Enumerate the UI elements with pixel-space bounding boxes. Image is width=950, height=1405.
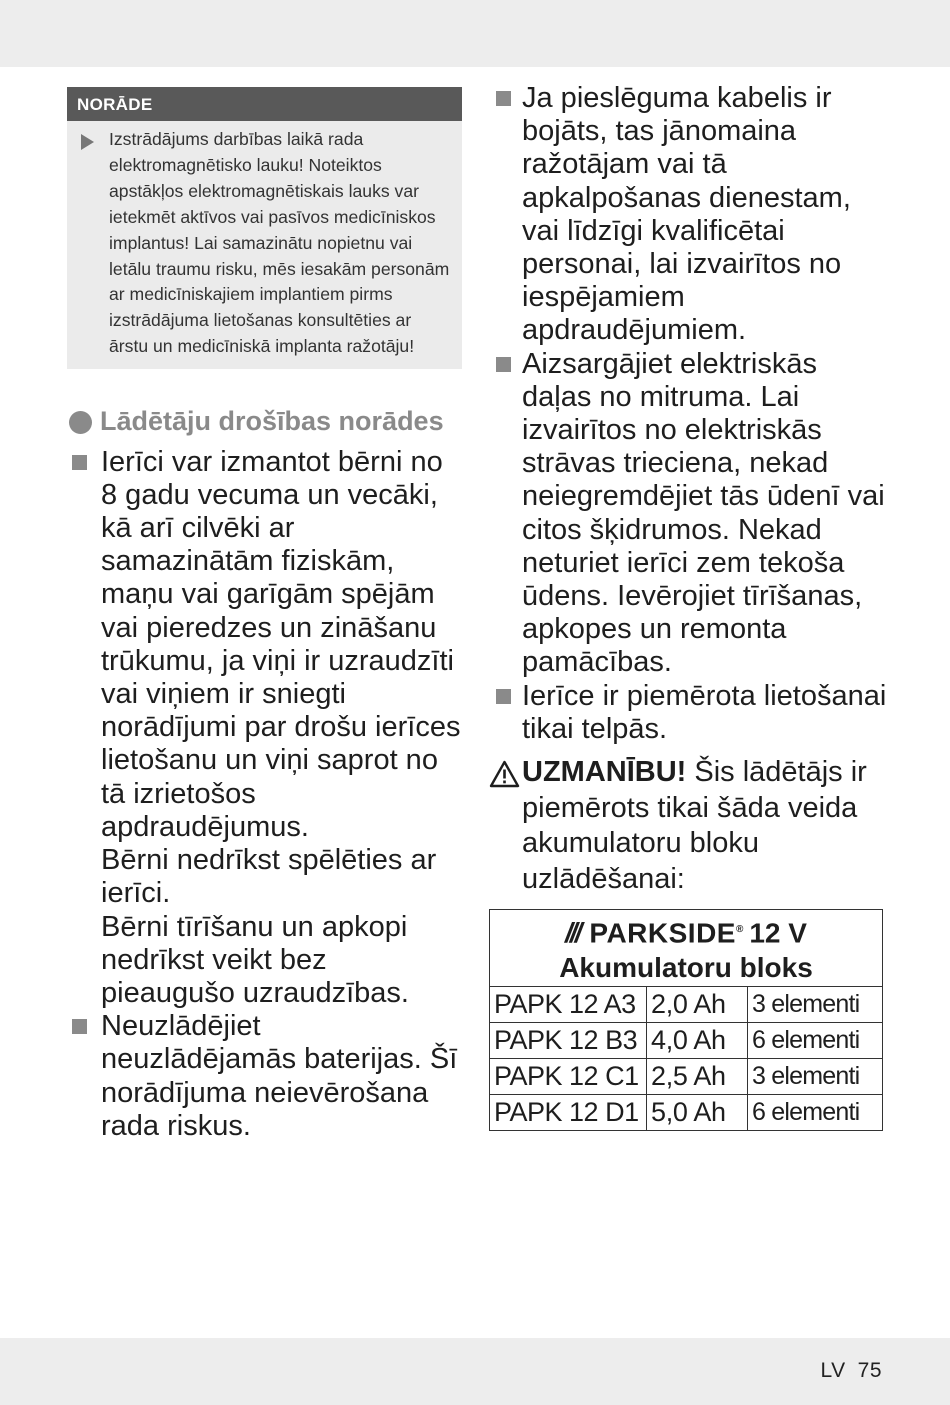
model-cell: PAPK 12 A3 — [490, 987, 647, 1023]
square-bullet-icon — [496, 91, 511, 106]
language-code: LV — [820, 1359, 846, 1382]
brand-name: PARKSIDE — [589, 917, 736, 949]
bullet-text: Ierīce ir piemērota lietošanai tikai telpās. — [522, 679, 887, 745]
bullet-text: Neuzlādējiet neuzlādējamās baterijas. Šī norādījuma neievērošana rada riskus. — [101, 1010, 458, 1142]
notice-box — [67, 87, 462, 369]
battery-table — [489, 909, 883, 1131]
square-bullet-icon — [496, 689, 511, 704]
model-cell: PAPK 12 D1 — [490, 1095, 647, 1131]
cells-cell: 6 elementi — [748, 1023, 883, 1059]
capacity-cell: 5,0 Ah — [647, 1095, 748, 1131]
voltage: 12 V — [749, 917, 807, 949]
table-row — [490, 1095, 883, 1131]
circle-bullet-icon — [69, 411, 92, 434]
right-column — [490, 82, 890, 897]
warning-note — [490, 755, 890, 897]
brand-line — [490, 912, 882, 950]
bullet-paragraph: Bērni tīrīšanu un apkopi nedrīkst veikt bez pieaugušo uzraudzības. — [101, 910, 409, 1009]
brand-logo-slashes: /// — [565, 917, 580, 949]
capacity-cell: 4,0 Ah — [647, 1023, 748, 1059]
model-cell: PAPK 12 B3 — [490, 1023, 647, 1059]
square-bullet-icon — [496, 357, 511, 372]
capacity-cell: 2,5 Ah — [647, 1059, 748, 1095]
table-row — [490, 1023, 883, 1059]
bullet-paragraph: Bērni nedrīkst spēlēties ar ierīci. — [101, 844, 437, 910]
warning-triangle-icon — [489, 760, 520, 788]
square-bullet-icon — [72, 1019, 87, 1034]
page-footer — [821, 1359, 883, 1383]
triangle-bullet-icon — [81, 134, 94, 150]
cells-cell: 3 elementi — [748, 1059, 883, 1095]
section-title: Lādētāju drošības norādes — [100, 406, 444, 437]
footer-band — [0, 1338, 950, 1405]
left-column — [67, 87, 462, 1143]
cells-cell: 3 elementi — [748, 987, 883, 1023]
table-header-row — [490, 910, 883, 987]
bullet-item — [490, 680, 890, 746]
table-subtitle: Akumulatoru bloks — [559, 952, 813, 984]
header-band — [0, 0, 950, 67]
bullet-item — [490, 348, 890, 680]
bullet-item — [67, 1010, 462, 1143]
table-row — [490, 1059, 883, 1095]
page-number: 75 — [857, 1359, 882, 1382]
model-cell: PAPK 12 C1 — [490, 1059, 647, 1095]
bullet-text: Ja pieslēguma kabelis ir bojāts, tas jānomaina ražotājam vai tā apkalpošanas dienestam, vai līdzīgi kvalificētai personai, lai izvairītos no iespējamiem apdraudējumiem. — [522, 82, 851, 347]
square-bullet-icon — [72, 455, 87, 470]
table-row — [490, 987, 883, 1023]
registered-mark: ® — [735, 924, 744, 935]
bullet-item — [67, 446, 462, 1010]
warning-text: Šis lādētājs ir piemērots tikai šāda veida akumulatoru bloku uzlādēšanai: — [522, 756, 867, 895]
cells-cell: 6 elementi — [748, 1095, 883, 1131]
bullet-text: Aizsargājiet elektriskās daļas no mitruma. Lai izvairītos no elektriskās strāvas trieciena, nekad neiegremdējiet tās ūdenī vai citos šķidrumos. Nekad neturiet ierīci zem tekoša ūdens. Ievērojiet tīrīšanas, apkopes un remonta pamācības. — [522, 347, 885, 679]
notice-text: Izstrādājums darbības laikā rada elektromagnētisko lauku! Noteiktos apstākļos elektromagnētiskais lauks var ietekmēt aktīvos vai pasīvos medicīniskos implantus! Lai samazinātu nopietnu vai letālu traumu risku, mēs iesakām personām ar medicīniskajiem implantiem pirms izstrādājuma lietošanas konsultēties ar ārstu un medicīniskā implanta ražotāju! — [109, 129, 450, 357]
warning-label: UZMANĪBU! — [522, 756, 687, 789]
notice-title: NORĀDE — [67, 87, 462, 121]
bullet-paragraph: Ierīci var izmantot bērni no 8 gadu vecuma un vecāki, kā arī cilvēki ar samazinātām fiziskām, maņu vai garīgām spējām vai pieredzes un zināšanu trūkumu, ja viņi ir uzraudzīti vai viņiem ir sniegti norādījumi par drošu ierīces lietošanu un viņi saprot no tā izrietošos apdraudējumus. — [101, 445, 461, 843]
section-heading — [67, 404, 462, 440]
bullet-item — [490, 82, 890, 348]
notice-body — [67, 121, 462, 369]
table-header — [490, 910, 883, 987]
capacity-cell: 2,0 Ah — [647, 987, 748, 1023]
